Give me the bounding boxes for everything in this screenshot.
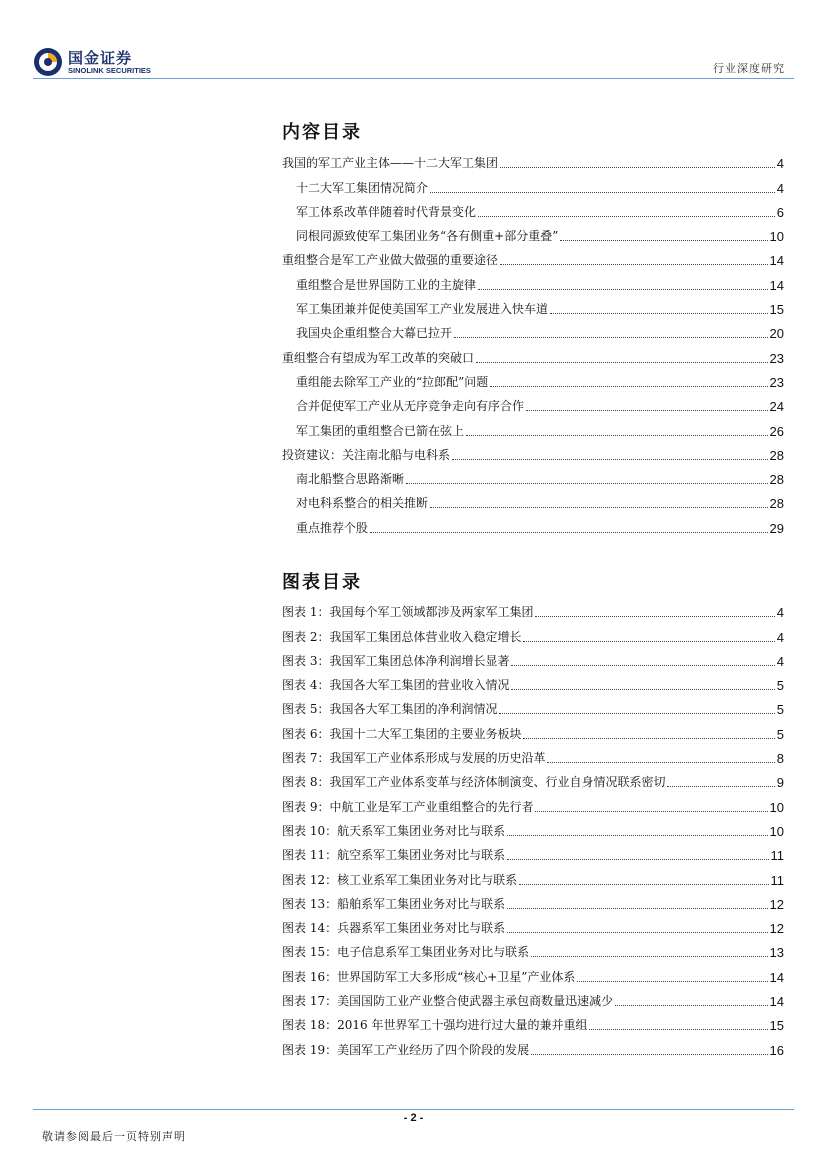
toc-entry-label: 图表 3：我国军工集团总体净利润增长显著 <box>282 653 510 668</box>
toc-entry-page: 14 <box>769 253 784 269</box>
contents-entry[interactable] <box>282 366 784 390</box>
toc-entry-label: 图表 13：船舶系军工集团业务对比与联系 <box>282 896 506 911</box>
figure-entry[interactable] <box>282 888 784 912</box>
figures-title: 图表目录 <box>282 572 362 593</box>
contents-entry[interactable] <box>282 147 784 171</box>
contents-entry[interactable] <box>282 341 784 365</box>
toc-entry-label: 同根同源致使军工集团业务“各有侧重+部分重叠” <box>296 229 559 244</box>
figure-entry[interactable] <box>282 1009 784 1033</box>
sinolink-logo-icon <box>33 47 63 77</box>
toc-entry-page: 12 <box>769 921 784 937</box>
page-header <box>0 0 827 80</box>
contents-entry[interactable] <box>282 196 784 220</box>
toc-entry-label: 十二大军工集团情况简介 <box>296 180 429 195</box>
toc-entry-label: 重组整合是世界国防工业的主旋律 <box>296 277 477 292</box>
toc-entry-label: 投资建议：关注南北船与电科系 <box>282 447 451 462</box>
toc-entry-page: 29 <box>769 520 784 536</box>
dot-leader <box>507 908 767 909</box>
dot-leader <box>507 859 768 860</box>
toc-entry-label: 图表 18：2016 年世界军工十强均进行过大量的兼并重组 <box>282 1018 588 1033</box>
toc-entry-label: 图表 1：我国每个军工领域都涉及两家军工集团 <box>282 605 534 620</box>
contents-entry[interactable] <box>282 463 784 487</box>
toc-entry-label: 图表 16：世界国防军工大多形成“核心+卫星”产业体系 <box>282 969 576 984</box>
toc-entry-page: 4 <box>776 653 784 669</box>
dot-leader <box>550 313 768 314</box>
dot-leader <box>615 1005 767 1006</box>
toc-entry-page: 16 <box>769 1042 784 1058</box>
toc-entry-page: 13 <box>769 945 784 961</box>
contents-entry[interactable] <box>282 414 784 438</box>
figure-entry[interactable] <box>282 742 784 766</box>
toc-entry-page: 12 <box>769 896 784 912</box>
toc-entry-label: 重组整合有望成为军工改革的突破口 <box>282 350 475 365</box>
toc-entry-page: 4 <box>776 180 784 196</box>
figure-entry[interactable] <box>282 912 784 936</box>
dot-leader <box>577 981 767 982</box>
figure-entry[interactable] <box>282 815 784 839</box>
dot-leader <box>667 786 774 787</box>
toc-entry-page: 5 <box>776 726 784 742</box>
toc-entry-page: 11 <box>770 872 784 888</box>
toc-entry-page: 9 <box>776 775 784 791</box>
figure-entry[interactable] <box>282 596 784 620</box>
toc-entry-page: 10 <box>769 799 784 815</box>
contents-entry[interactable] <box>282 171 784 195</box>
toc-entry-page: 4 <box>776 629 784 645</box>
dot-leader <box>511 689 774 690</box>
toc-entry-label: 图表 14：兵器系军工集团业务对比与联系 <box>282 921 506 936</box>
toc-entry-label: 合并促使军工产业从无序竞争走向有序合作 <box>296 399 525 414</box>
toc-entry-page: 15 <box>769 1018 784 1034</box>
dot-leader <box>476 362 768 363</box>
toc-entry-label: 图表 11：航空系军工集团业务对比与联系 <box>282 848 506 863</box>
toc-entry-label: 重组能去除军工产业的“拉郎配”问题 <box>296 374 489 389</box>
figure-entry[interactable] <box>282 717 784 741</box>
toc-entry-label: 图表 12：核工业系军工集团业务对比与联系 <box>282 872 518 887</box>
dot-leader <box>523 641 774 642</box>
page-number: - 2 - <box>403 1112 424 1124</box>
dot-leader <box>535 616 774 617</box>
toc-entry-label: 图表 2：我国军工集团总体营业收入稳定增长 <box>282 629 522 644</box>
dot-leader <box>526 410 768 411</box>
dot-leader <box>500 167 775 168</box>
toc-entry-label: 图表 7：我国军工产业体系形成与发展的历史沿革 <box>282 751 546 766</box>
header-divider <box>33 78 794 79</box>
toc-entry-label: 图表 6：我国十二大军工集团的主要业务板块 <box>282 726 522 741</box>
figure-entry[interactable] <box>282 766 784 790</box>
dot-leader <box>478 216 775 217</box>
toc-entry-page: 10 <box>769 823 784 839</box>
toc-entry-label: 对电科系整合的相关推断 <box>296 496 429 511</box>
dot-leader <box>499 713 774 714</box>
dot-leader <box>531 1054 767 1055</box>
toc-entry-label: 图表 15：电子信息系军工集团业务对比与联系 <box>282 945 530 960</box>
toc-entry-label: 南北船整合思路渐晰 <box>296 472 405 487</box>
figure-entry[interactable] <box>282 1033 784 1057</box>
dot-leader <box>519 884 768 885</box>
dot-leader <box>454 337 768 338</box>
dot-leader <box>523 738 774 739</box>
dot-leader <box>466 435 768 436</box>
figure-entry[interactable] <box>282 960 784 984</box>
dot-leader <box>511 665 774 666</box>
contents-entry[interactable] <box>282 317 784 341</box>
contents-entry[interactable] <box>282 487 784 511</box>
toc-entry-label: 图表 4：我国各大军工集团的营业收入情况 <box>282 678 510 693</box>
figure-entry[interactable] <box>282 669 784 693</box>
toc-entry-label: 重组整合是军工产业做大做强的重要途径 <box>282 253 499 268</box>
toc-entry-label: 图表 9：中航工业是军工产业重组整合的先行者 <box>282 799 534 814</box>
toc-entry-page: 24 <box>769 399 784 415</box>
contents-entry[interactable] <box>282 293 784 317</box>
toc-entry-page: 23 <box>769 374 784 390</box>
toc-entry-page: 15 <box>769 302 784 318</box>
company-logo <box>33 47 151 77</box>
dot-leader <box>560 240 767 241</box>
toc-entry-label: 我国央企重组整合大幕已拉开 <box>296 326 453 341</box>
dot-leader <box>430 507 768 508</box>
dot-leader <box>507 835 767 836</box>
toc-entry-page: 28 <box>769 496 784 512</box>
contents-title: 内容目录 <box>282 122 362 143</box>
toc-entry-label: 军工集团兼并促使美国军工产业发展进入快车道 <box>296 302 549 317</box>
toc-entry-page: 28 <box>769 472 784 488</box>
toc-entry-label: 军工体系改革伴随着时代背景变化 <box>296 204 477 219</box>
toc-entry-label: 重点推荐个股 <box>296 520 369 535</box>
contents-entry[interactable] <box>282 390 784 414</box>
dot-leader <box>406 483 768 484</box>
toc-entry-page: 23 <box>769 350 784 366</box>
contents-entry[interactable] <box>282 244 784 268</box>
dot-leader <box>478 289 768 290</box>
figure-entry[interactable] <box>282 645 784 669</box>
toc-entry-page: 11 <box>770 848 784 864</box>
contents-entry[interactable] <box>282 439 784 463</box>
dot-leader <box>370 532 768 533</box>
toc-entry-label: 图表 5：我国各大军工集团的净利润情况 <box>282 702 498 717</box>
dot-leader <box>535 811 767 812</box>
figure-entry[interactable] <box>282 839 784 863</box>
contents-entry[interactable] <box>282 268 784 292</box>
toc-entry-label: 图表 17：美国国防工业产业整合使武器主承包商数量迅速减少 <box>282 994 614 1009</box>
toc-entry-page: 14 <box>769 277 784 293</box>
toc-entry-page: 20 <box>769 326 784 342</box>
toc-entry-page: 14 <box>769 994 784 1010</box>
contents-entry[interactable] <box>282 511 784 535</box>
dot-leader <box>547 762 774 763</box>
dot-leader <box>531 956 767 957</box>
footer-divider <box>33 1109 794 1110</box>
disclaimer-text: 敬请参阅最后一页特别声明 <box>42 1130 186 1143</box>
toc-entry-page: 26 <box>769 423 784 439</box>
dot-leader <box>589 1029 767 1030</box>
toc-entry-label: 图表 10：航天系军工集团业务对比与联系 <box>282 823 506 838</box>
toc-entry-page: 4 <box>776 156 784 172</box>
contents-list <box>282 147 784 536</box>
toc-entry-page: 6 <box>776 204 784 220</box>
dot-leader <box>490 386 767 387</box>
toc-entry-label: 图表 8：我国军工产业体系变革与经济体制演变、行业自身情况联系密切 <box>282 775 666 790</box>
toc-entry-label: 图表 19：美国军工产业经历了四个阶段的发展 <box>282 1042 530 1057</box>
toc-entry-page: 28 <box>769 447 784 463</box>
figure-entry[interactable] <box>282 936 784 960</box>
toc-entry-label: 军工集团的重组整合已箭在弦上 <box>296 423 465 438</box>
figures-list <box>282 596 784 1058</box>
toc-entry-page: 14 <box>769 969 784 985</box>
logo-english-name: SINOLINK SECURITIES <box>68 65 151 75</box>
contents-entry[interactable] <box>282 220 784 244</box>
toc-entry-page: 10 <box>769 229 784 245</box>
dot-leader <box>507 932 767 933</box>
figure-entry[interactable] <box>282 790 784 814</box>
figure-entry[interactable] <box>282 620 784 644</box>
toc-entry-page: 8 <box>776 751 784 767</box>
toc-entry-page: 5 <box>776 678 784 694</box>
figure-entry[interactable] <box>282 693 784 717</box>
dot-leader <box>430 192 775 193</box>
dot-leader <box>452 459 768 460</box>
figure-entry[interactable] <box>282 863 784 887</box>
toc-entry-page: 5 <box>776 702 784 718</box>
toc-entry-page: 4 <box>776 605 784 621</box>
toc-entry-label: 我国的军工产业主体——十二大军工集团 <box>282 156 499 171</box>
report-type-label: 行业深度研究 <box>713 62 785 75</box>
logo-chinese-name: 国金证券 <box>68 48 133 67</box>
figure-entry[interactable] <box>282 985 784 1009</box>
dot-leader <box>500 264 768 265</box>
